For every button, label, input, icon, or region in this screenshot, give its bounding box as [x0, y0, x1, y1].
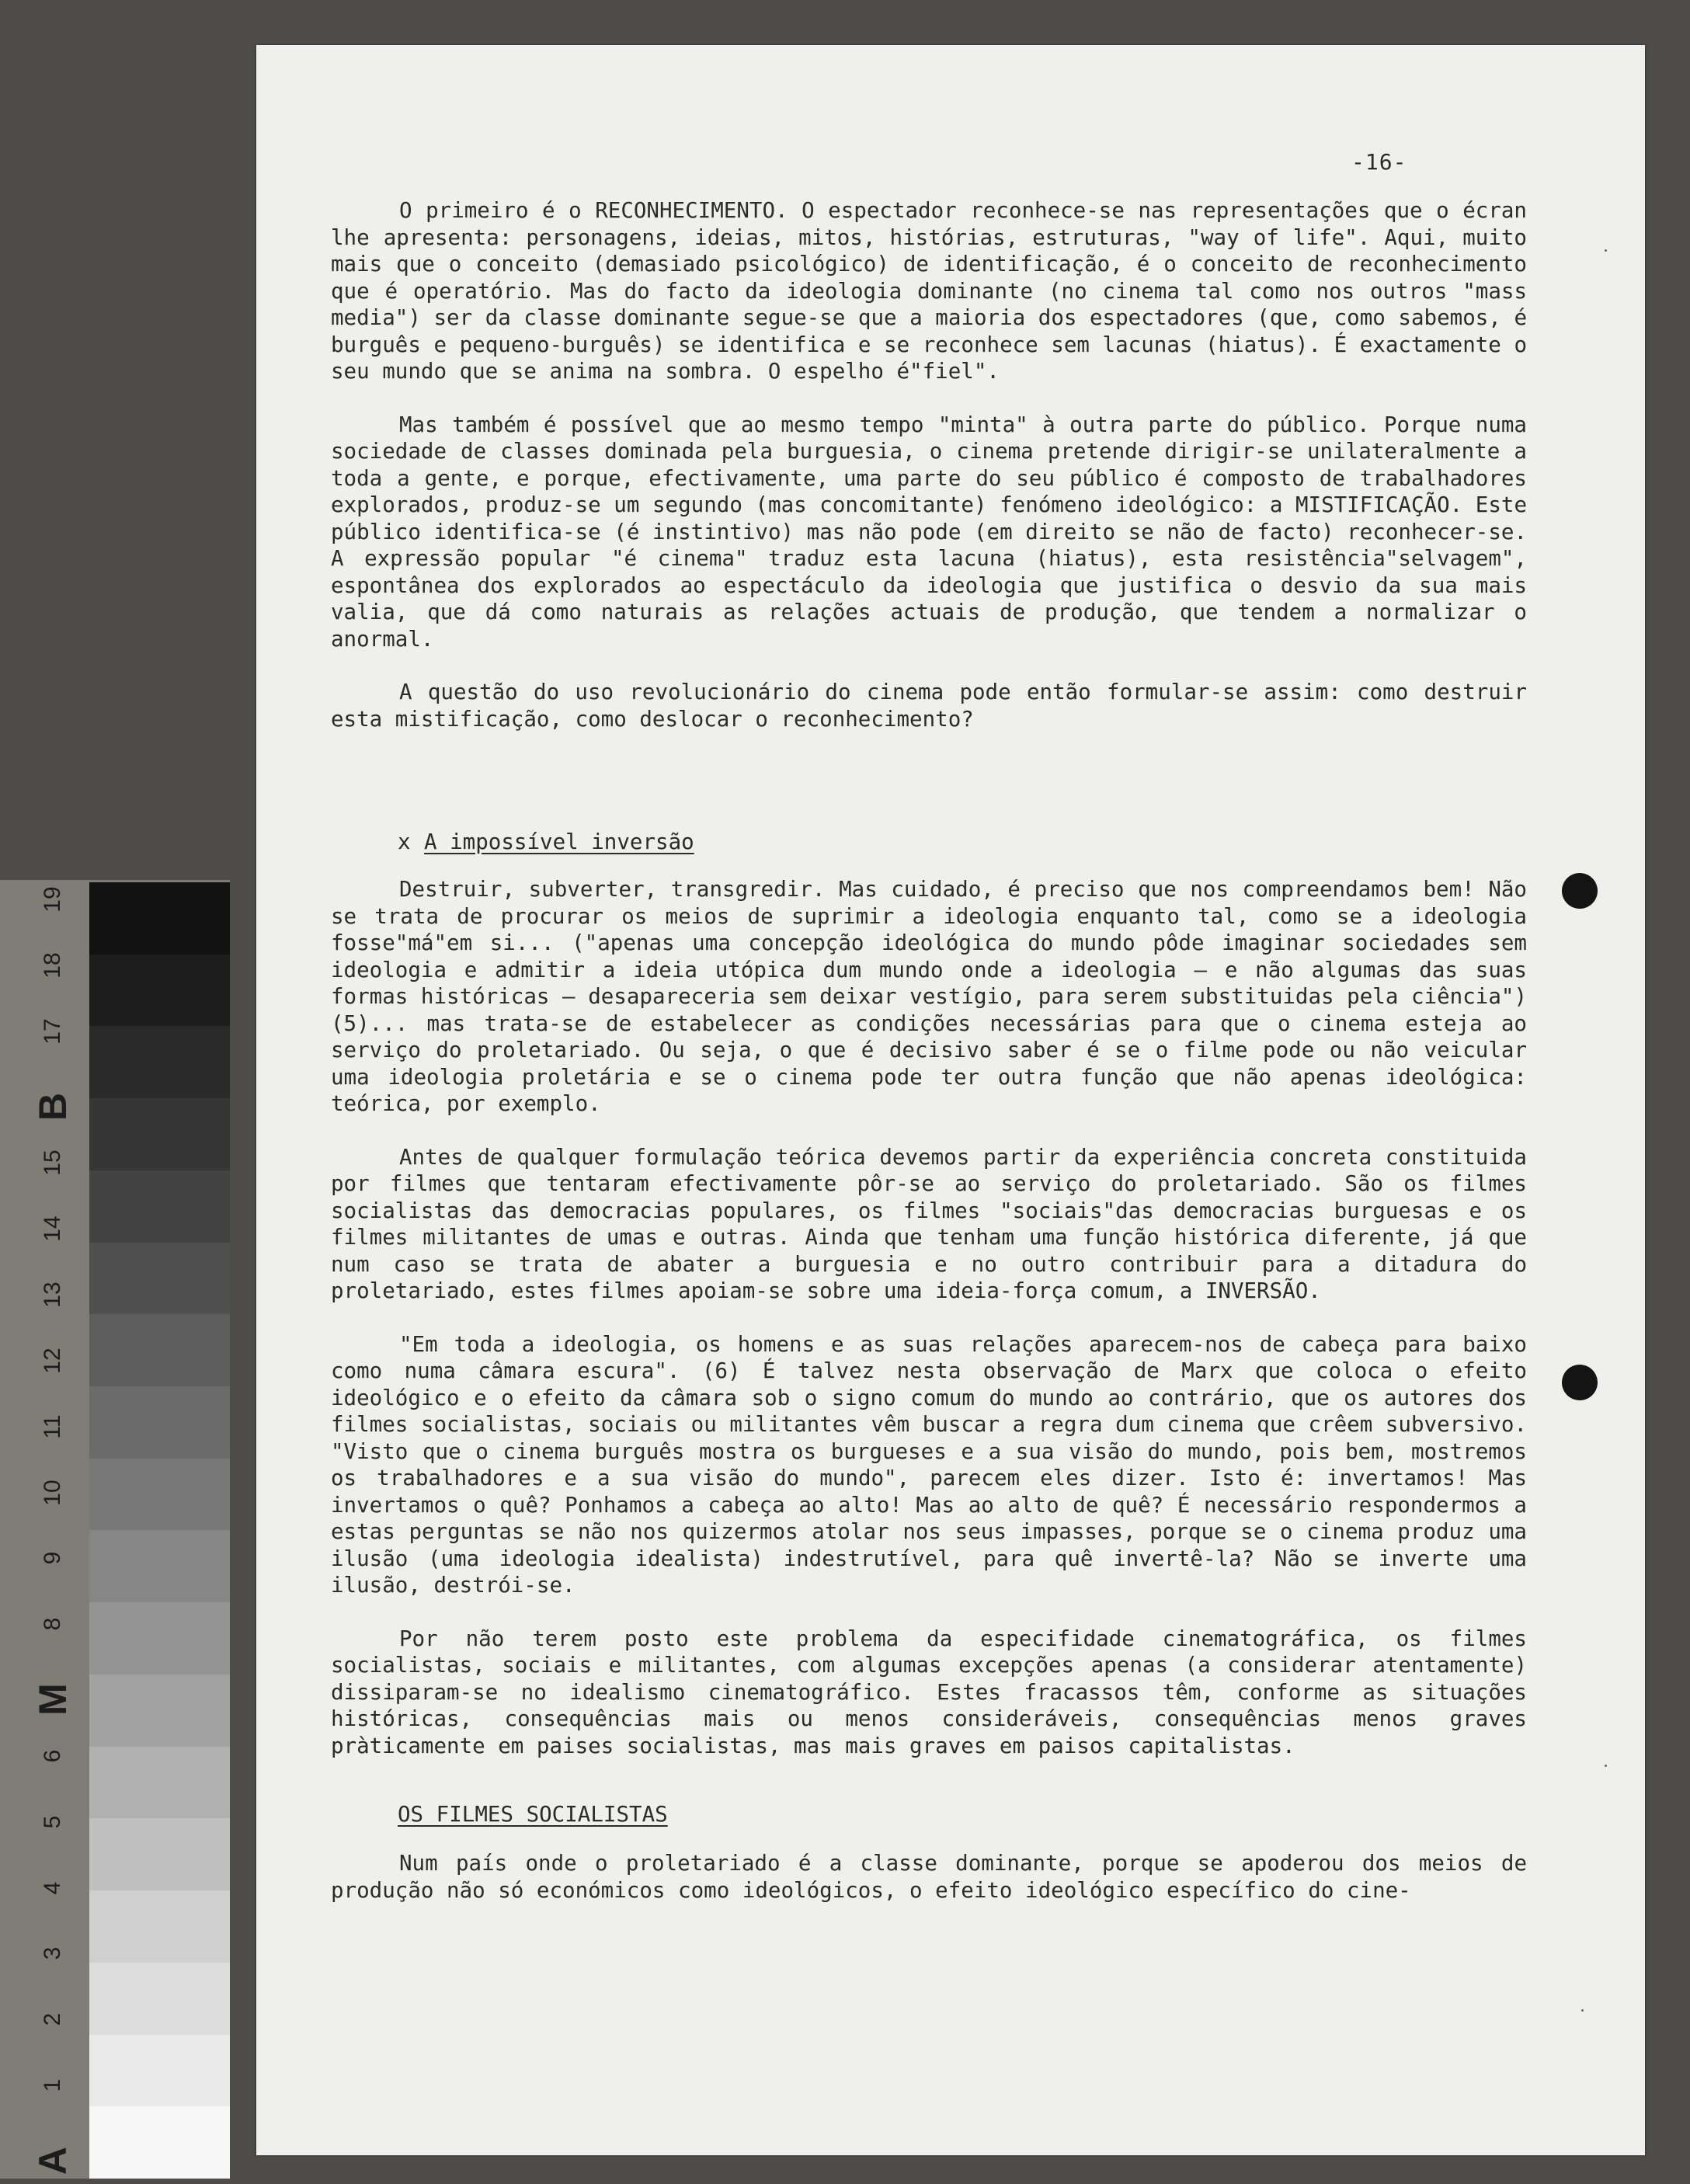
checker-label: 6 — [40, 1749, 65, 1763]
gray-patch — [89, 1818, 230, 1890]
gray-patch — [89, 2035, 230, 2107]
gray-patch — [89, 1243, 230, 1315]
section-heading-2: OS FILMES SOCIALISTAS — [398, 1802, 668, 1827]
gray-patch — [89, 955, 230, 1027]
checker-label: 12 — [40, 1348, 65, 1374]
checker-label: 8 — [40, 1617, 65, 1631]
gray-patch — [89, 1098, 230, 1170]
gray-patch — [89, 1963, 230, 2035]
gray-patch — [89, 882, 230, 955]
punch-hole — [1562, 873, 1598, 909]
checker-label: 4 — [40, 1881, 65, 1894]
color-checker-labels — [0, 880, 89, 2179]
paragraph: Destruir, subverter, transgredir. Mas cuidado, é preciso que nos compreendamos bem! Não se trata de procurar os meios de suprimir a ideologia enquanto tal, como se a ideologia fosse"má"em si... ("apenas uma concepção ideológica do mundo pôde imaginar sociedades sem ideologia e admitir a ideia utópica dum mundo onde a ideologia — e não algumas das suas formas históricas — desapareceria sem deixar vestígio, para serem substituidas pela ciência") (5)... mas trata-se de estabelecer as condições necessárias para que o cinema esteja ao serviço do proletariado. Ou seja, o que é decisivo saber é se o filme pode ou não veicular uma ideologia proletária e se o cinema pode ter outra função que não apenas ideológica: teórica, por exemplo. — [331, 877, 1527, 1116]
punch-hole — [1562, 1365, 1598, 1400]
text-block-1 — [331, 197, 1527, 732]
checker-label: 19 — [40, 886, 65, 913]
gray-patch — [89, 1386, 230, 1459]
paragraph: Por não terem posto este problema da especifidade cinematográfica, os filmes socialistas, sociais e militantes, com algumas excepções apenas (a considerar atentamente) dissiparam-se no idealismo cinematográfico. Estes fracassos têm, conforme as situações históricas, consequências mais ou menos consideráveis, consequências menos graves pràticamente em paises socialistas, mas mais graves em paisos capitalistas. — [331, 1626, 1527, 1758]
gray-patch — [89, 1530, 230, 1602]
speck — [1581, 2009, 1584, 2012]
paragraph: Antes de qualquer formulação teórica devemos partir da experiência concreta constituida por filmes que tentaram efectivamente pôr-se ao serviço do proletariado. São os filmes socialistas das democracias populares, os filmes "sociais"das democracias burguesas e os filmes militantes de umas e outras. Ainda que tenham uma função histórica diferente, já que num caso se trata de abater a burguesia e no outro contribuir para a ditadura do proletariado, estes filmes apoiam-se sobre uma ideia-força comum, a INVERSÃO. — [331, 1144, 1527, 1303]
gray-patch — [89, 1170, 230, 1243]
checker-label: M — [31, 1683, 75, 1716]
gray-patch — [89, 1459, 230, 1531]
text-block-3 — [331, 1850, 1527, 1904]
gray-patch — [89, 2106, 230, 2179]
paragraph: O primeiro é o RECONHECIMENTO. O espectador reconhece-se nas representações que o écran lhe apresenta: personagens, ideias, mitos, histórias, estruturas, "way of life". Aqui, muito mais que o conceito (demasiado psicológico) de identificação, é o conceito de reconhecimento que é operatório. Mas do facto da ideologia dominante (no cinema tal como nos outros "mass media") ser da classe dominante segue-se que a maioria dos espectadores (que, como sabemos, é burguês e pequeno-burguês) se identifica e se reconhece sem lacunas (hiatus). É exactamente o seu mundo que se anima na sombra. O espelho é"fiel". — [331, 198, 1527, 384]
gray-patch — [89, 1890, 230, 1963]
checker-label: A — [31, 2146, 75, 2175]
checker-label: 13 — [40, 1282, 65, 1308]
gray-patch — [89, 1747, 230, 1819]
gray-patch — [89, 1675, 230, 1747]
gray-patch — [89, 1026, 230, 1098]
speck — [1605, 1765, 1607, 1767]
checker-label: B — [31, 1092, 75, 1121]
paragraph: Num país onde o proletariado é a classe dominante, porque se apoderou dos meios de produção não só económicos como ideológicos, o efeito ideológico específico do cine- — [331, 1851, 1527, 1903]
speck — [1605, 249, 1607, 252]
checker-label: 5 — [40, 1815, 65, 1829]
paragraph: "Em toda a ideologia, os homens e as suas relações aparecem-nos de cabeça para baixo como numa câmara escura". (6) É talvez nesta observação de Marx que coloca o efeito ideológico e o efeito da câmara sob o signo comum do mundo ao contrário, que os autores dos filmes socialistas, sociais ou militantes vêm buscar a regra dum cinema que crêem subversivo. "Visto que o cinema burguês mostra os burgueses e a sua visão do mundo, pois bem, mostremos os trabalhadores e a sua visão do mundo", parecem eles dizer. Isto é: invertamos! Mas invertamos o quê? Ponhamos a cabeça ao alto! Mas ao alto de quê? É necessário respondermos a estas perguntas se não nos quizermos atolar nos seus impasses, porque se o cinema produz uma ilusão (uma ideologia idealista) indestrutível, para quê invertê-la? Não se inverte uma ilusão, destrói-se. — [331, 1331, 1527, 1598]
checker-label: 3 — [40, 1947, 65, 1960]
heading-mark: x — [398, 829, 411, 854]
checker-label: 11 — [40, 1414, 65, 1439]
checker-label: 15 — [40, 1149, 65, 1177]
paragraph: Mas também é possível que ao mesmo tempo "minta" à outra parte do público. Porque numa sociedade de classes dominada pela burguesia, o cinema pretende dirigir-se unilateralmente a toda a gente, e porque, efectivamente, uma parte do seu público é composto de trabalhadores explorados, produz-se um segundo (mas concomitante) fenómeno ideológico: a MISTIFICAÇÃO. Este público identifica-se (é instintivo) mas não pode (em direito se não de facto) reconhecer-se. A expressão popular "é cinema" traduz esta lacuna (hiatus), esta resistência"selvagem", espontânea dos explorados ao espectáculo da ideologia que justifica o desvio da sua mais valia, que dá como naturais as relações actuais de produção, que tendem a normalizar o anormal. — [331, 412, 1527, 652]
checker-label: 10 — [40, 1479, 65, 1506]
checker-label: 14 — [40, 1215, 65, 1242]
text-block-2 — [331, 876, 1527, 1759]
gray-patch — [89, 1314, 230, 1386]
checker-label: 2 — [40, 2012, 65, 2026]
page-number: -16- — [1351, 149, 1407, 175]
checker-label: 17 — [40, 1017, 65, 1045]
checker-label: 18 — [40, 952, 65, 979]
paragraph: A questão do uso revolucionário do cinema pode então formular-se assim: como destruir esta mistificação, como deslocar o reconhecimento? — [331, 680, 1527, 732]
section-heading: A impossível inversão — [424, 829, 694, 854]
checker-label: 1 — [40, 2078, 65, 2092]
gray-scale-patches — [89, 882, 230, 2179]
gray-patch — [89, 1602, 230, 1675]
checker-label: 9 — [40, 1552, 65, 1565]
